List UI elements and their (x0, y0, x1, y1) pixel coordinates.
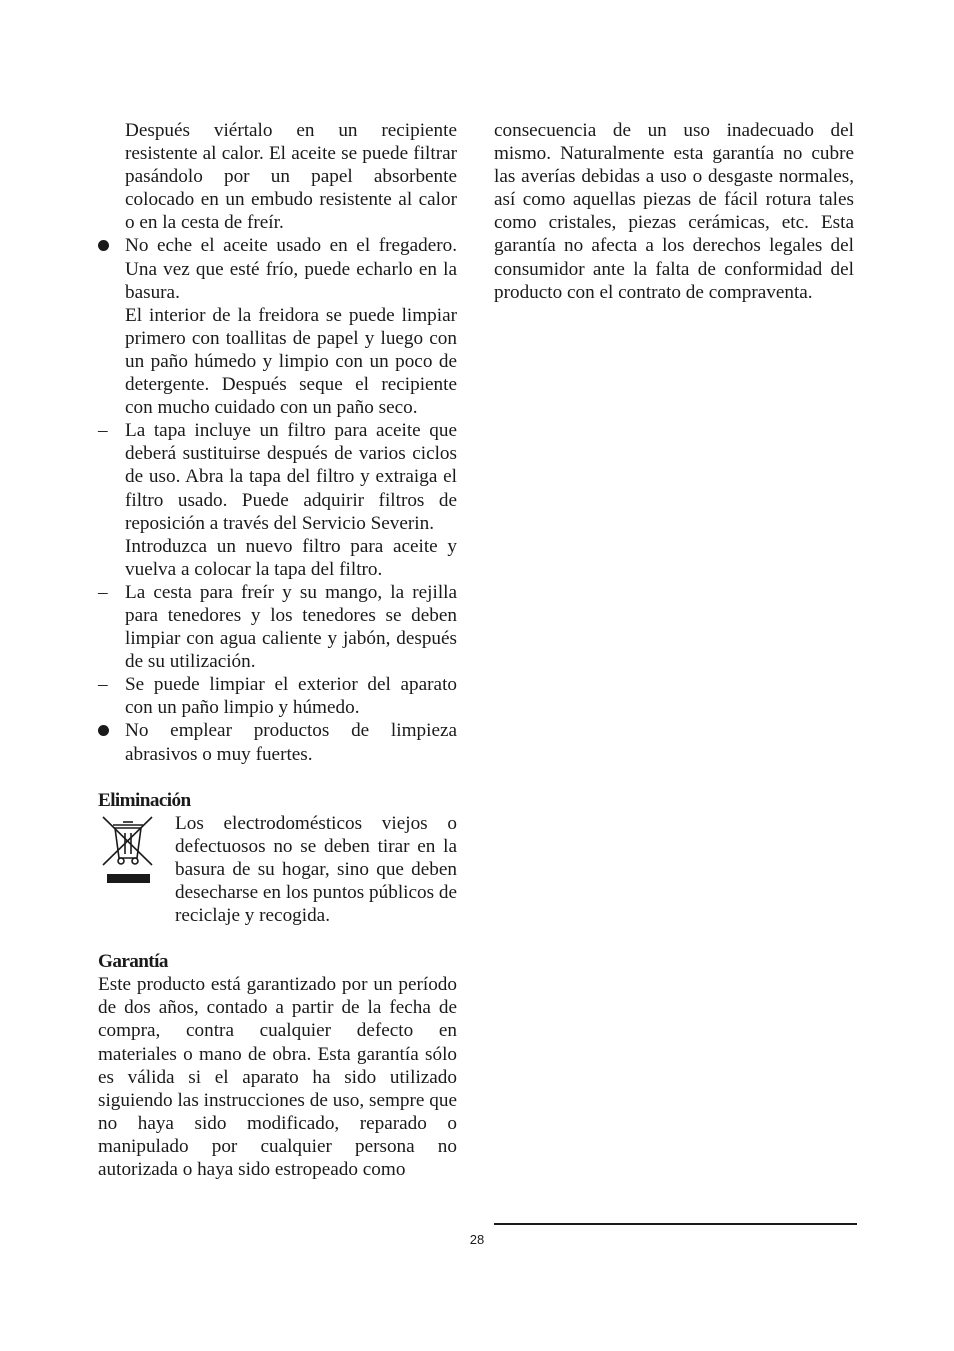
warranty-continuation: consecuencia de un uso inadecuado del mismo. Naturalmente esta garantía no cubre las averías debidas a uso o desgaste normales, así como aquellas piezas de fácil rotura tales como cristales, piezas cerámicas, etc. Esta garantía no afecta a los derechos legales del consumidor ante la falta de conformidad del producto con el contrato de compraventa. (494, 120, 854, 303)
list-item: – La cesta para freír y su mango, la rejilla para tenedores y los tenedores se deben limpiar con agua caliente y jabón, después de su utilización. (98, 581, 457, 673)
dash-marker: – (98, 420, 108, 442)
list-item-continuation: Introduzca un nuevo filtro para aceite y vuelva a colocar la tapa del filtro. (125, 535, 457, 580)
disposal-heading: Eliminación (98, 789, 191, 811)
list-item-continuation: El interior de la freidora se puede limpiar primero con toallitas de papel y luego con un paño húmedo y limpio con un poco de detergente. Después seque el recipiente con mucho cuidado con un paño seco. (125, 304, 457, 419)
bullet-icon (98, 719, 118, 742)
list-item: – Se puede limpiar el exterior del aparato con un paño limpio y húmedo. (98, 674, 457, 719)
left-column (98, 119, 457, 1181)
warranty-heading: Garantía (98, 951, 168, 973)
warranty-text: Este producto está garantizado por un período de dos años, contado a partir de la fecha de compra, contra cualquier defecto en materiales o mano de obra. Esta garantía sólo es válida si el aparato ha sido utilizado siguiendo las instrucciones de uso, sempre que no haya sido modificado, reparado o manipulado por cualquier persona no autorizada o haya sido estropeado como (98, 974, 457, 1181)
crossed-out-wheelie-bin-icon (101, 814, 155, 884)
page-number: 28 (469, 1232, 485, 1247)
dash-marker: – (98, 674, 108, 696)
list-item: No eche el aceite usado en el fregadero. Una vez que esté frío, puede echarlo en la basura. (98, 234, 457, 303)
right-column (494, 119, 854, 304)
intro-continuation: Después viértalo en un recipiente resistente al calor. El aceite se puede filtrar pasándolo por un papel absorbente colocado en un embudo resistente al calor o en la cesta de freír. (125, 120, 457, 234)
list-item: No emplear productos de limpieza abrasivos o muy fuertes. (98, 719, 457, 765)
footer-rule (494, 1223, 857, 1225)
disposal-section (98, 812, 457, 927)
list-item: – La tapa incluye un filtro para aceite que deberá sustituirse después de varios ciclos de uso. Abra la tapa del filtro y extraiga el filtro usado. Puede adquirir filtros de reposición a través del Servicio Severin. (98, 420, 457, 534)
bullet-icon (98, 234, 118, 257)
disposal-text: Los electrodomésticos viejos o defectuosos no se deben tirar en la basura de su hogar, sino que deben desecharse en los puntos públicos de reciclaje y recogida. (175, 812, 457, 927)
dash-marker: – (98, 581, 108, 603)
